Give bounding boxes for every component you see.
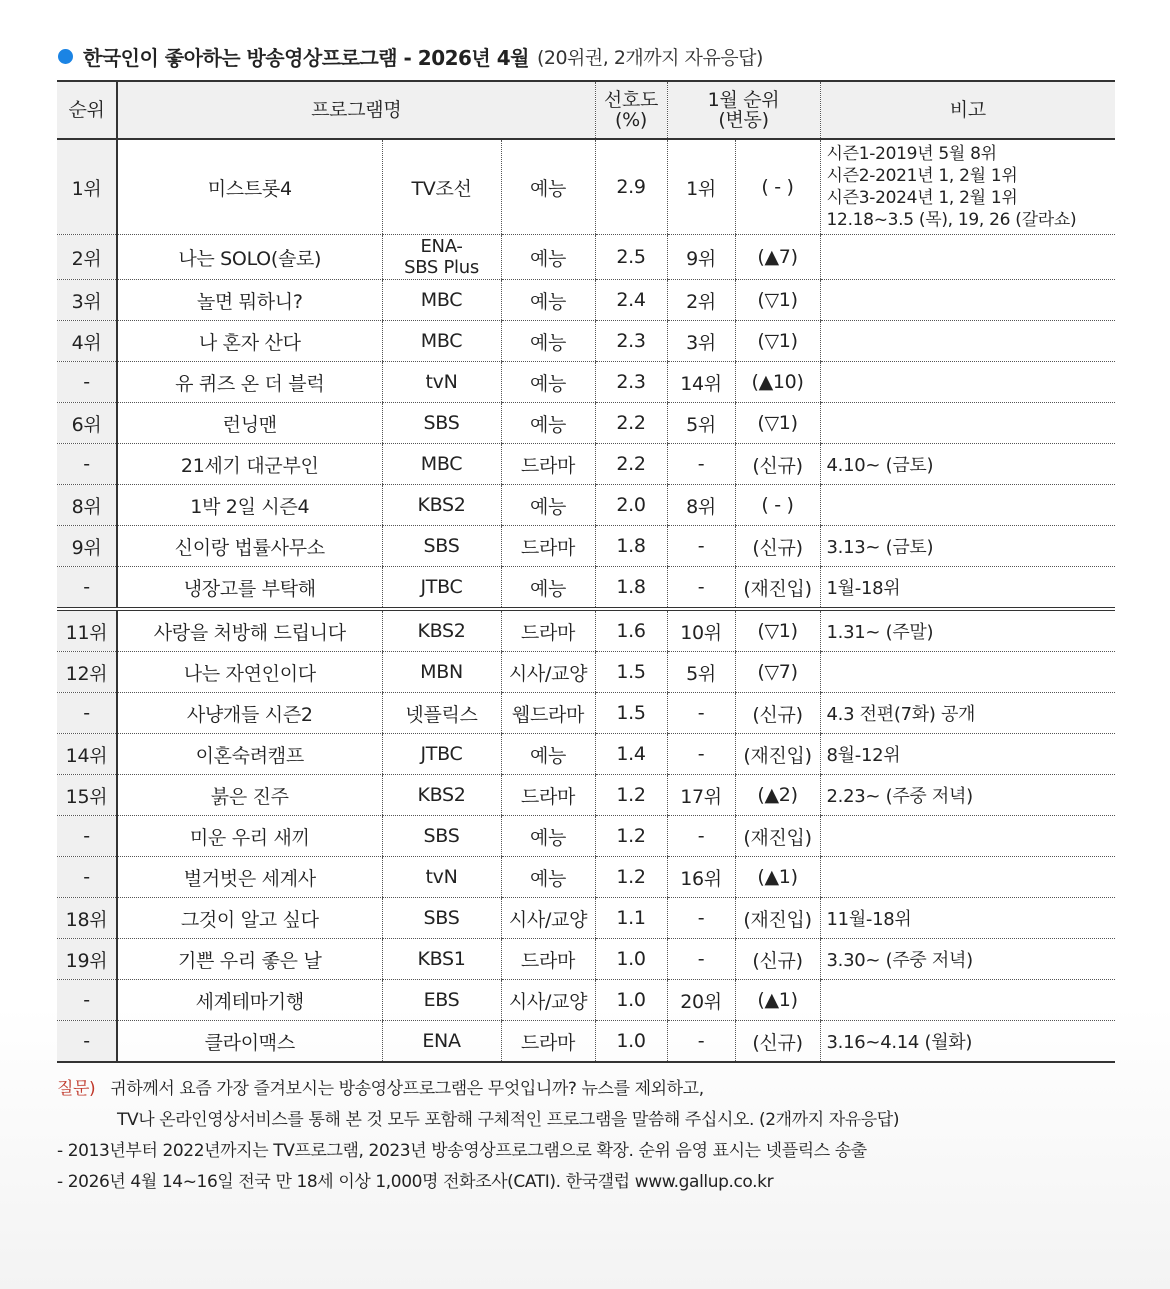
program-name-cell: 21세기 대군부인 <box>117 444 382 485</box>
change-cell: (▽1) <box>735 403 820 444</box>
program-name-cell: 냉장고를 부탁해 <box>117 567 382 610</box>
program-name-cell: 기쁜 우리 좋은 날 <box>117 939 382 980</box>
previous-rank-cell: - <box>667 734 735 775</box>
header-previous-rank <box>667 81 820 139</box>
previous-rank-cell: 2위 <box>667 280 735 321</box>
table-row <box>57 444 1115 485</box>
rank-cell: 15위 <box>57 775 117 816</box>
program-name-cell: 클라이맥스 <box>117 1021 382 1063</box>
previous-rank-cell: 5위 <box>667 403 735 444</box>
genre-cell: 예능 <box>501 321 595 362</box>
preference-cell: 2.0 <box>595 485 667 526</box>
program-name-cell: 미스트롯4 <box>117 139 382 235</box>
note-cell: 4.10~ (금토) <box>820 444 1115 485</box>
genre-cell: 웹드라마 <box>501 693 595 734</box>
table-row <box>57 139 1115 235</box>
preference-cell: 2.2 <box>595 403 667 444</box>
channel-cell: tvN <box>382 857 501 898</box>
rank-cell: 4위 <box>57 321 117 362</box>
previous-rank-cell: 10위 <box>667 609 735 652</box>
bullet-dot-icon <box>58 49 73 64</box>
change-cell: (▽7) <box>735 652 820 693</box>
change-cell: (재진입) <box>735 734 820 775</box>
header-previous-rank-line1: 1월 순위 <box>707 89 780 111</box>
genre-cell: 예능 <box>501 485 595 526</box>
change-cell: (▲1) <box>735 980 820 1021</box>
table-body <box>57 139 1115 1062</box>
note-cell: 11월-18위 <box>820 898 1115 939</box>
table-row <box>57 609 1115 652</box>
preference-cell: 1.4 <box>595 734 667 775</box>
rank-cell: 3위 <box>57 280 117 321</box>
ranking-table <box>57 80 1115 1063</box>
note-cell: 1월-18위 <box>820 567 1115 610</box>
previous-rank-cell: - <box>667 939 735 980</box>
rank-cell: 1위 <box>57 139 117 235</box>
change-cell: (재진입) <box>735 816 820 857</box>
genre-cell: 예능 <box>501 362 595 403</box>
rank-cell: 18위 <box>57 898 117 939</box>
preference-cell: 1.0 <box>595 1021 667 1063</box>
title-main: 한국인이 좋아하는 방송영상프로그램 - 2026년 4월 <box>83 46 529 70</box>
table-row <box>57 980 1115 1021</box>
change-cell: (재진입) <box>735 898 820 939</box>
note-line: 시즌1-2019년 5월 8위 <box>826 144 997 164</box>
genre-cell: 예능 <box>501 280 595 321</box>
note-cell: 8월-12위 <box>820 734 1115 775</box>
previous-rank-cell: 8위 <box>667 485 735 526</box>
note-cell <box>820 816 1115 857</box>
change-cell: (신규) <box>735 444 820 485</box>
rank-cell: - <box>57 567 117 610</box>
table-row <box>57 362 1115 403</box>
table-row <box>57 816 1115 857</box>
preference-cell: 2.9 <box>595 139 667 235</box>
change-cell: (▲7) <box>735 235 820 280</box>
note-line: 시즌3-2024년 1, 2월 1위 <box>826 188 1018 208</box>
program-name-cell: 런닝맨 <box>117 403 382 444</box>
previous-rank-cell: 9위 <box>667 235 735 280</box>
previous-rank-cell: - <box>667 526 735 567</box>
change-cell: (▲2) <box>735 775 820 816</box>
table-row <box>57 693 1115 734</box>
genre-cell: 시사/교양 <box>501 898 595 939</box>
channel-cell: KBS1 <box>382 939 501 980</box>
note-line: 12.18~3.5 (목), 19, 26 (갈라쇼) <box>826 210 1077 230</box>
change-cell: (▽1) <box>735 609 820 652</box>
channel-cell: JTBC <box>382 567 501 610</box>
rank-cell: 2위 <box>57 235 117 280</box>
preference-cell: 1.2 <box>595 857 667 898</box>
rank-cell: - <box>57 693 117 734</box>
table-row <box>57 280 1115 321</box>
preference-cell: 1.8 <box>595 526 667 567</box>
channel-cell: 넷플릭스 <box>382 693 501 734</box>
note-cell: 4.3 전편(7화) 공개 <box>820 693 1115 734</box>
genre-cell: 드라마 <box>501 526 595 567</box>
rank-cell: - <box>57 857 117 898</box>
change-cell: ( - ) <box>735 485 820 526</box>
program-name-cell: 사랑을 처방해 드립니다 <box>117 609 382 652</box>
channel-cell <box>382 235 501 280</box>
channel-cell: KBS2 <box>382 485 501 526</box>
preference-cell: 2.3 <box>595 362 667 403</box>
program-name-cell: 나는 SOLO(솔로) <box>117 235 382 280</box>
previous-rank-cell: - <box>667 444 735 485</box>
program-name-cell: 1박 2일 시즌4 <box>117 485 382 526</box>
table-row <box>57 485 1115 526</box>
previous-rank-cell: 1위 <box>667 139 735 235</box>
table-row <box>57 898 1115 939</box>
rank-cell: 9위 <box>57 526 117 567</box>
question-line-1 <box>57 1074 899 1105</box>
channel-cell: MBN <box>382 652 501 693</box>
preference-cell: 1.0 <box>595 980 667 1021</box>
rank-cell: - <box>57 362 117 403</box>
program-name-cell: 유 퀴즈 온 더 블럭 <box>117 362 382 403</box>
program-name-cell: 붉은 진주 <box>117 775 382 816</box>
channel-cell: MBC <box>382 444 501 485</box>
change-cell: (신규) <box>735 526 820 567</box>
change-cell: (▲1) <box>735 857 820 898</box>
change-cell: (▲10) <box>735 362 820 403</box>
program-name-cell: 놀면 뭐하니? <box>117 280 382 321</box>
preference-cell: 2.5 <box>595 235 667 280</box>
previous-rank-cell: - <box>667 567 735 610</box>
genre-cell: 예능 <box>501 734 595 775</box>
program-name-cell: 세계테마기행 <box>117 980 382 1021</box>
table-row <box>57 652 1115 693</box>
table-row <box>57 403 1115 444</box>
preference-cell: 2.3 <box>595 321 667 362</box>
previous-rank-cell: - <box>667 898 735 939</box>
genre-cell: 예능 <box>501 816 595 857</box>
note-cell <box>820 857 1115 898</box>
rank-cell: - <box>57 444 117 485</box>
program-name-cell: 나 혼자 산다 <box>117 321 382 362</box>
preference-cell: 1.2 <box>595 816 667 857</box>
rank-cell: 8위 <box>57 485 117 526</box>
table-row <box>57 235 1115 280</box>
genre-cell: 예능 <box>501 403 595 444</box>
channel-cell: EBS <box>382 980 501 1021</box>
table-row <box>57 734 1115 775</box>
note-cell <box>820 280 1115 321</box>
genre-cell: 시사/교양 <box>501 652 595 693</box>
note-cell <box>820 139 1115 235</box>
header-rank: 순위 <box>57 81 117 139</box>
channel-cell: tvN <box>382 362 501 403</box>
channel-cell: SBS <box>382 898 501 939</box>
change-cell: (▽1) <box>735 280 820 321</box>
title-sub: (20위권, 2개까지 자유응답) <box>536 47 763 69</box>
preference-cell: 1.6 <box>595 609 667 652</box>
change-cell: (신규) <box>735 939 820 980</box>
program-name-cell: 이혼숙려캠프 <box>117 734 382 775</box>
table-row <box>57 939 1115 980</box>
change-cell: (▽1) <box>735 321 820 362</box>
note-cell: 1.31~ (주말) <box>820 609 1115 652</box>
table-row <box>57 567 1115 610</box>
program-name-cell: 벌거벗은 세계사 <box>117 857 382 898</box>
genre-cell: 드라마 <box>501 775 595 816</box>
channel-cell: MBC <box>382 280 501 321</box>
channel-cell: MBC <box>382 321 501 362</box>
table-header-row <box>57 81 1115 139</box>
rank-cell: 6위 <box>57 403 117 444</box>
header-note: 비고 <box>820 81 1115 139</box>
previous-rank-cell: 5위 <box>667 652 735 693</box>
genre-cell: 시사/교양 <box>501 980 595 1021</box>
genre-cell: 드라마 <box>501 444 595 485</box>
note-cell: 3.13~ (금토) <box>820 526 1115 567</box>
genre-cell: 드라마 <box>501 1021 595 1063</box>
header-previous-rank-line2: (변동) <box>718 109 769 131</box>
rank-cell: - <box>57 1021 117 1063</box>
note-cell <box>820 403 1115 444</box>
footnotes <box>57 1074 899 1198</box>
preference-cell: 1.1 <box>595 898 667 939</box>
table-row <box>57 1021 1115 1063</box>
channel-cell: KBS2 <box>382 775 501 816</box>
channel-cell: ENA <box>382 1021 501 1063</box>
preference-cell: 1.2 <box>595 775 667 816</box>
previous-rank-cell: 14위 <box>667 362 735 403</box>
program-name-cell: 나는 자연인이다 <box>117 652 382 693</box>
program-name-cell: 미운 우리 새끼 <box>117 816 382 857</box>
note-cell <box>820 652 1115 693</box>
question-label: 질문) <box>57 1079 96 1099</box>
note-cell <box>820 321 1115 362</box>
header-preference <box>595 81 667 139</box>
footnote-1: - 2013년부터 2022년까지는 TV프로그램, 2023년 방송영상프로그램으로 확장. 순위 음영 표시는 넷플릭스 송출 <box>57 1141 867 1161</box>
change-cell: (신규) <box>735 1021 820 1063</box>
program-name-cell: 신이랑 법률사무소 <box>117 526 382 567</box>
previous-rank-cell: 20위 <box>667 980 735 1021</box>
previous-rank-cell: 17위 <box>667 775 735 816</box>
program-name-cell: 사냥개들 시즌2 <box>117 693 382 734</box>
table-row <box>57 775 1115 816</box>
note-cell: 2.23~ (주중 저녁) <box>820 775 1115 816</box>
rank-cell: 14위 <box>57 734 117 775</box>
rank-cell: - <box>57 816 117 857</box>
channel-cell: KBS2 <box>382 609 501 652</box>
preference-cell: 1.5 <box>595 652 667 693</box>
preference-cell: 1.0 <box>595 939 667 980</box>
channel-cell: SBS <box>382 526 501 567</box>
note-cell <box>820 235 1115 280</box>
note-cell <box>820 362 1115 403</box>
previous-rank-cell: - <box>667 693 735 734</box>
genre-cell: 예능 <box>501 235 595 280</box>
previous-rank-cell: - <box>667 1021 735 1063</box>
previous-rank-cell: - <box>667 816 735 857</box>
table-row <box>57 857 1115 898</box>
note-cell <box>820 980 1115 1021</box>
question-text-1: 귀하께서 요즘 가장 즐겨보시는 방송영상프로그램은 무엇입니까? 뉴스를 제외하고, <box>110 1079 704 1099</box>
channel-cell: TV조선 <box>382 139 501 235</box>
genre-cell: 드라마 <box>501 609 595 652</box>
genre-cell: 예능 <box>501 857 595 898</box>
table-row <box>57 321 1115 362</box>
preference-cell: 1.8 <box>595 567 667 610</box>
channel-line: SBS Plus <box>404 257 479 278</box>
channel-cell: SBS <box>382 403 501 444</box>
previous-rank-cell: 16위 <box>667 857 735 898</box>
header-program: 프로그램명 <box>117 81 595 139</box>
header-preference-line1: 선호도 <box>603 89 659 111</box>
preference-cell: 1.5 <box>595 693 667 734</box>
change-cell: (재진입) <box>735 567 820 610</box>
note-cell: 3.16~4.14 (월화) <box>820 1021 1115 1063</box>
channel-line: ENA- <box>420 236 463 257</box>
preference-cell: 2.2 <box>595 444 667 485</box>
genre-cell: 예능 <box>501 567 595 610</box>
change-cell: (신규) <box>735 693 820 734</box>
program-name-cell: 그것이 알고 싶다 <box>117 898 382 939</box>
genre-cell: 예능 <box>501 139 595 235</box>
rank-cell: 12위 <box>57 652 117 693</box>
change-cell: ( - ) <box>735 139 820 235</box>
footnote-2: - 2026년 4월 14~16일 전국 만 18세 이상 1,000명 전화조사(CATI). 한국갤럽 www.gallup.co.kr <box>57 1172 774 1192</box>
rank-cell: 11위 <box>57 609 117 652</box>
note-cell <box>820 485 1115 526</box>
header-preference-line2: (%) <box>615 109 647 131</box>
note-line: 시즌2-2021년 1, 2월 1위 <box>826 166 1018 186</box>
rank-cell: - <box>57 980 117 1021</box>
table-row <box>57 526 1115 567</box>
note-cell: 3.30~ (주중 저녁) <box>820 939 1115 980</box>
preference-cell: 2.4 <box>595 280 667 321</box>
question-text-2: TV나 온라인영상서비스를 통해 본 것 모두 포함해 구체적인 프로그램을 말씀해 주십시오. (2개까지 자유응답) <box>117 1110 900 1130</box>
page-title <box>58 42 763 71</box>
rank-cell: 19위 <box>57 939 117 980</box>
previous-rank-cell: 3위 <box>667 321 735 362</box>
genre-cell: 드라마 <box>501 939 595 980</box>
channel-cell: JTBC <box>382 734 501 775</box>
channel-cell: SBS <box>382 816 501 857</box>
